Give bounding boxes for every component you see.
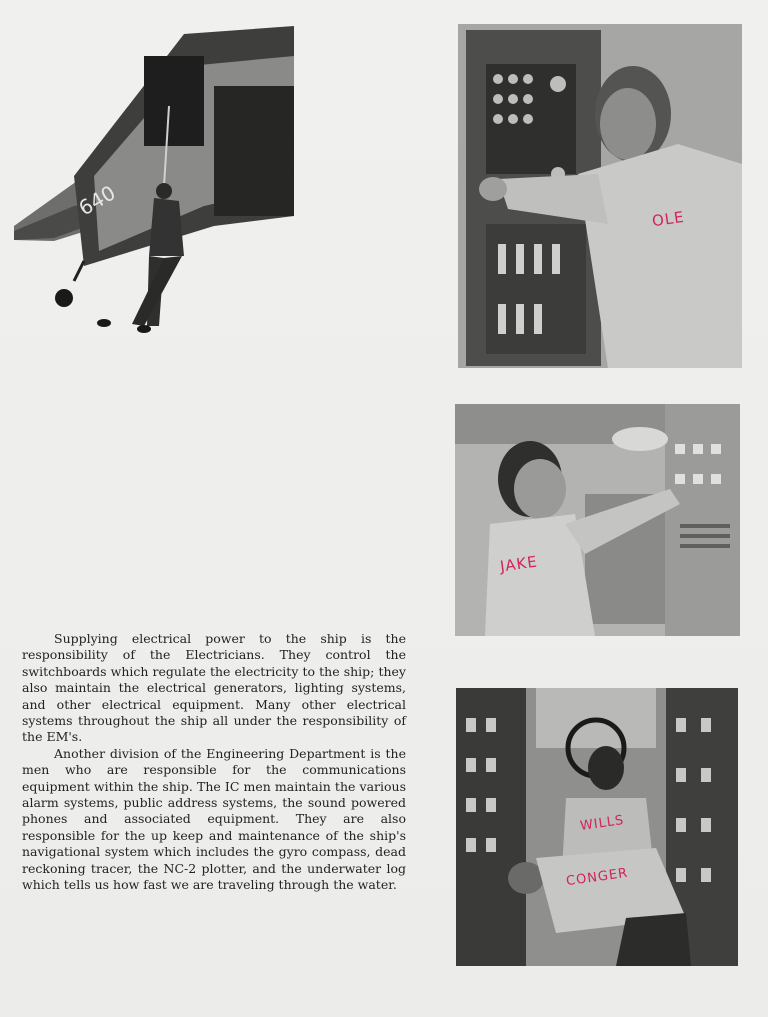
paragraph-ic-men: Another division of the Engineering Department is the men who are responsible for the communications equipment within the ship. The IC men maintain the various alarm systems, public address systems, the sound powered phones and associated equipment. They are also responsible for the up keep and maintenance of the ship's navigational system which includes the gyro compass, dead reckoning tracer, the NC-2 plotter, and the underwater log which tells us how fast we are traveling through the water. <box>22 745 406 893</box>
helicopter-rescue-photo <box>14 26 294 338</box>
electrician-switchboard-photo <box>458 24 742 368</box>
handwritten-name-wills: WILLS <box>579 812 626 835</box>
svg-text:640: 640 <box>74 180 120 221</box>
handwritten-name-ole: OLE <box>650 207 686 231</box>
handwritten-name-conger: CONGER <box>565 865 630 890</box>
article-text <box>22 631 406 894</box>
paragraph-electricians: Supplying electrical power to the ship is the responsibility of the Electricians. They control the switchboards which regulate the electricity to the ship; they also maintain the electrical generators, lighting systems, and other electrical equipment. Many other electrical systems throughout the ship all under the responsibility of the EM's. <box>22 631 406 745</box>
electrician-panel-photo <box>455 404 740 636</box>
handwritten-name-jake: JAKE <box>498 552 539 576</box>
